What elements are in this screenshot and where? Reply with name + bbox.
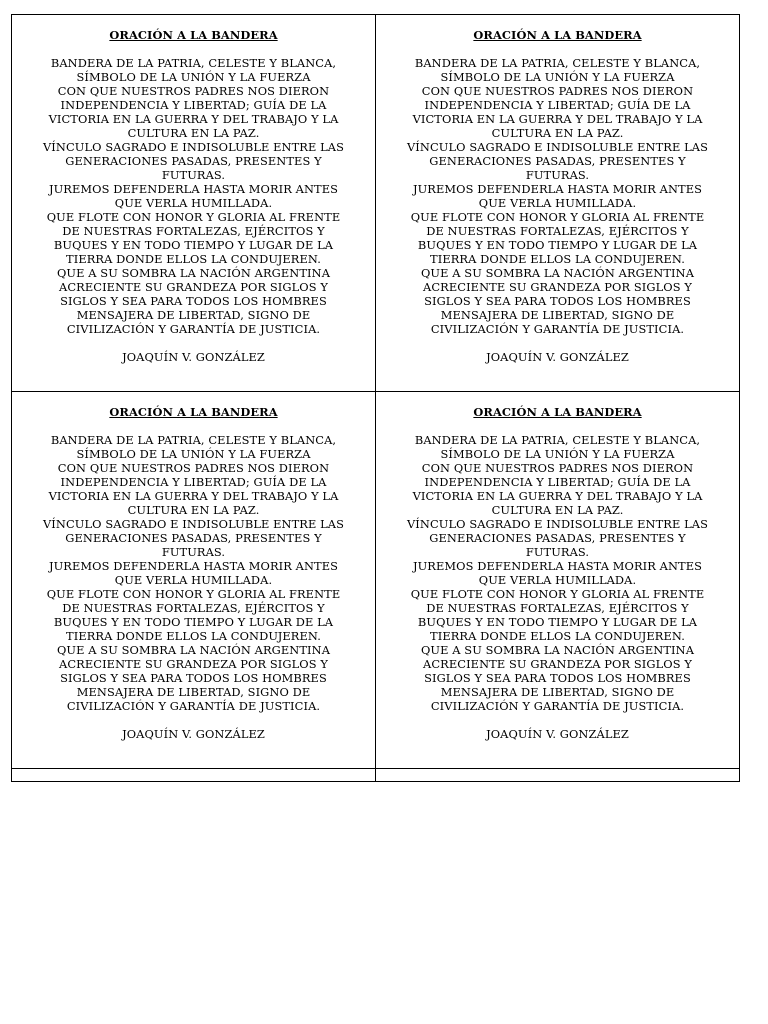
empty-row xyxy=(12,769,740,782)
prayer-card xyxy=(376,15,739,364)
card-body: BANDERA DE LA PATRIA, CELESTE Y BLANCA, SÍMBOLO DE LA UNIÓN Y LA FUERZA CON QUE NUESTROS PADRES NOS DIERON INDEPENDENCIA Y LIBERTAD; GUÍA DE LA VICTORIA EN LA GUERRA Y DEL TRABAJO Y LA CULTURA EN LA PAZ. VÍNCULO SAGRADO E INDISOLUBLE ENTRE LAS GENERACIONES PASADAS, PRESENTES Y FUTURAS. JUREMOS DEFENDERLA HASTA MORIR ANTES QUE VERLA HUMILLADA. QUE FLOTE CON HONOR Y GLORIA AL FRENTE DE NUESTRAS FORTALEZAS, EJÉRCITOS Y BUQUES Y EN TODO TIEMPO Y LUGAR DE LA TIERRA DONDE ELLOS LA CONDUJEREN. QUE A SU SOMBRA LA NACIÓN ARGENTINA ACRECIENTE SU GRANDEZA POR SIGLOS Y SIGLOS Y SEA PARA TODOS LOS HOMBRES MENSAJERA DE LIBERTAD, SIGNO DE CIVILIZACIÓN Y GARANTÍA DE JUSTICIA. xyxy=(42,56,345,336)
prayer-card xyxy=(376,392,739,741)
card-cell-bottom-left xyxy=(12,392,376,769)
card-author: JOAQUÍN V. GONZÁLEZ xyxy=(486,350,629,364)
card-author: JOAQUÍN V. GONZÁLEZ xyxy=(486,727,629,741)
empty-cell-right xyxy=(376,769,740,782)
card-body: BANDERA DE LA PATRIA, CELESTE Y BLANCA, SÍMBOLO DE LA UNIÓN Y LA FUERZA CON QUE NUESTROS PADRES NOS DIERON INDEPENDENCIA Y LIBERTAD; GUÍA DE LA VICTORIA EN LA GUERRA Y DEL TRABAJO Y LA CULTURA EN LA PAZ. VÍNCULO SAGRADO E INDISOLUBLE ENTRE LAS GENERACIONES PASADAS, PRESENTES Y FUTURAS. JUREMOS DEFENDERLA HASTA MORIR ANTES QUE VERLA HUMILLADA. QUE FLOTE CON HONOR Y GLORIA AL FRENTE DE NUESTRAS FORTALEZAS, EJÉRCITOS Y BUQUES Y EN TODO TIEMPO Y LUGAR DE LA TIERRA DONDE ELLOS LA CONDUJEREN. QUE A SU SOMBRA LA NACIÓN ARGENTINA ACRECIENTE SU GRANDEZA POR SIGLOS Y SIGLOS Y SEA PARA TODOS LOS HOMBRES MENSAJERA DE LIBERTAD, SIGNO DE CIVILIZACIÓN Y GARANTÍA DE JUSTICIA. xyxy=(406,56,709,336)
card-title: ORACIÓN A LA BANDERA xyxy=(109,405,278,419)
cards-table xyxy=(11,14,740,782)
card-cell-top-right xyxy=(376,15,740,392)
card-title: ORACIÓN A LA BANDERA xyxy=(473,28,642,42)
card-title: ORACIÓN A LA BANDERA xyxy=(473,405,642,419)
cards-row-1 xyxy=(12,15,740,392)
card-cell-top-left xyxy=(12,15,376,392)
card-body: BANDERA DE LA PATRIA, CELESTE Y BLANCA, SÍMBOLO DE LA UNIÓN Y LA FUERZA CON QUE NUESTROS PADRES NOS DIERON INDEPENDENCIA Y LIBERTAD; GUÍA DE LA VICTORIA EN LA GUERRA Y DEL TRABAJO Y LA CULTURA EN LA PAZ. VÍNCULO SAGRADO E INDISOLUBLE ENTRE LAS GENERACIONES PASADAS, PRESENTES Y FUTURAS. JUREMOS DEFENDERLA HASTA MORIR ANTES QUE VERLA HUMILLADA. QUE FLOTE CON HONOR Y GLORIA AL FRENTE DE NUESTRAS FORTALEZAS, EJÉRCITOS Y BUQUES Y EN TODO TIEMPO Y LUGAR DE LA TIERRA DONDE ELLOS LA CONDUJEREN. QUE A SU SOMBRA LA NACIÓN ARGENTINA ACRECIENTE SU GRANDEZA POR SIGLOS Y SIGLOS Y SEA PARA TODOS LOS HOMBRES MENSAJERA DE LIBERTAD, SIGNO DE CIVILIZACIÓN Y GARANTÍA DE JUSTICIA. xyxy=(42,433,345,713)
cards-row-2 xyxy=(12,392,740,769)
card-author: JOAQUÍN V. GONZÁLEZ xyxy=(122,727,265,741)
card-title: ORACIÓN A LA BANDERA xyxy=(109,28,278,42)
card-cell-bottom-right xyxy=(376,392,740,769)
card-body: BANDERA DE LA PATRIA, CELESTE Y BLANCA, SÍMBOLO DE LA UNIÓN Y LA FUERZA CON QUE NUESTROS PADRES NOS DIERON INDEPENDENCIA Y LIBERTAD; GUÍA DE LA VICTORIA EN LA GUERRA Y DEL TRABAJO Y LA CULTURA EN LA PAZ. VÍNCULO SAGRADO E INDISOLUBLE ENTRE LAS GENERACIONES PASADAS, PRESENTES Y FUTURAS. JUREMOS DEFENDERLA HASTA MORIR ANTES QUE VERLA HUMILLADA. QUE FLOTE CON HONOR Y GLORIA AL FRENTE DE NUESTRAS FORTALEZAS, EJÉRCITOS Y BUQUES Y EN TODO TIEMPO Y LUGAR DE LA TIERRA DONDE ELLOS LA CONDUJEREN. QUE A SU SOMBRA LA NACIÓN ARGENTINA ACRECIENTE SU GRANDEZA POR SIGLOS Y SIGLOS Y SEA PARA TODOS LOS HOMBRES MENSAJERA DE LIBERTAD, SIGNO DE CIVILIZACIÓN Y GARANTÍA DE JUSTICIA. xyxy=(406,433,709,713)
card-author: JOAQUÍN V. GONZÁLEZ xyxy=(122,350,265,364)
empty-cell-left xyxy=(12,769,376,782)
prayer-card xyxy=(12,15,375,364)
prayer-card xyxy=(12,392,375,741)
